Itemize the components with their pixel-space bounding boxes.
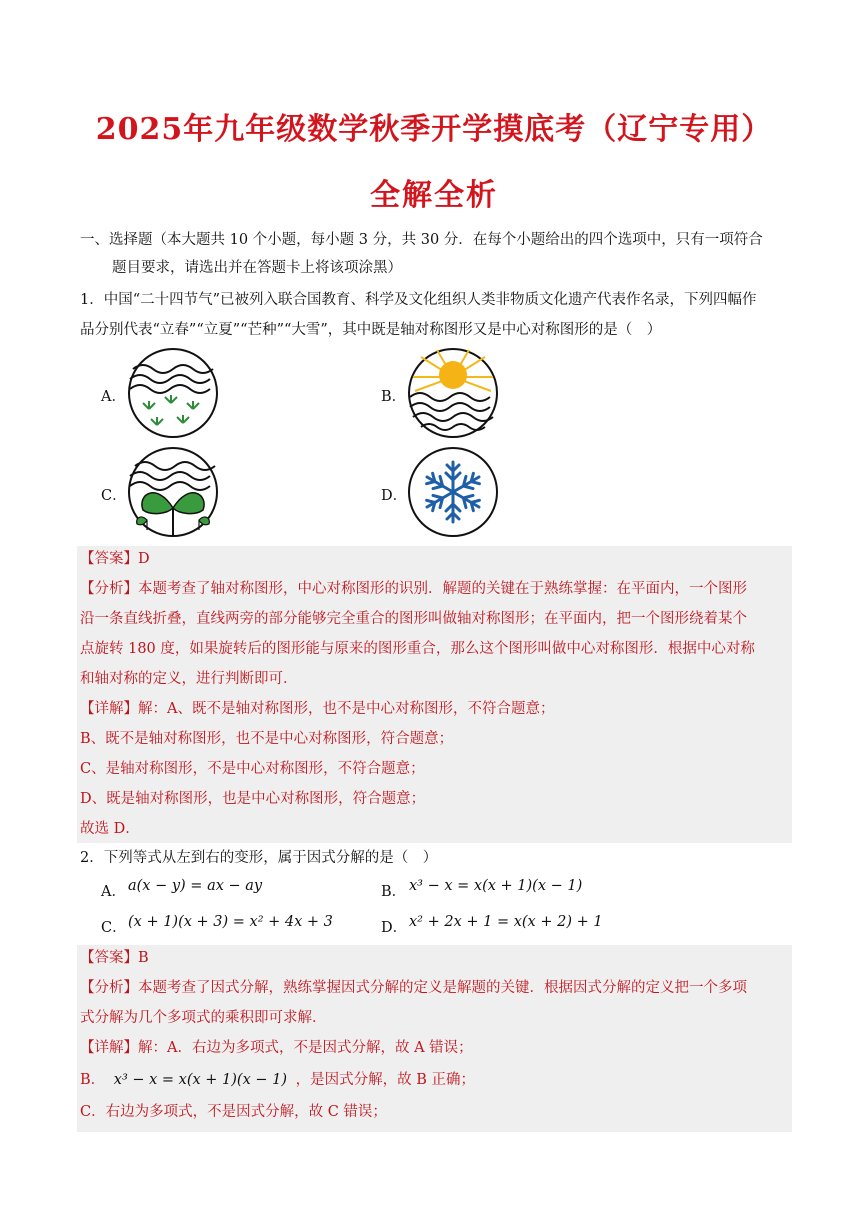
q2-analysis-line: 【分析】本题考查了因式分解，熟练掌握因式分解的定义是解题的关键．根据因式分解的定义把一个多项	[80, 980, 747, 996]
q1-detail-line: 【详解】解：A、既不是轴对称图形，也不是中心对称图形，不符合题意；	[80, 701, 555, 717]
q2-detail-b-prefix: B．	[80, 1072, 106, 1088]
q2-option-a: a(x − y) = ax − ay	[128, 878, 263, 894]
q1-option-a-label: A．	[101, 389, 126, 405]
q1-analysis-line: 【分析】本题考查了轴对称图形，中心对称图形的识别．解题的关键在于熟练掌握：在平面内，一个图形	[80, 581, 747, 597]
q1-answer: 【答案】D	[80, 551, 150, 567]
q1-detail-line: 故选 D．	[80, 821, 140, 837]
q1-option-b-label: B．	[381, 389, 407, 405]
q2-option-d-label: D．	[381, 920, 408, 936]
q2-detail-b-math: x³ − x = x(x + 1)(x − 1)	[113, 1072, 288, 1088]
section-heading-cont: 题目要求，请选出并在答题卡上将该项涂黑）	[112, 260, 402, 276]
q2-option-c-label: C．	[101, 920, 127, 936]
q2-detail-line: C．右边为多项式，不是因式分解，故 C 错误；	[80, 1104, 387, 1120]
q1-detail-line: B、既不是轴对称图形，也不是中心对称图形，符合题意；	[80, 731, 454, 747]
q2-option-b-label: B．	[381, 884, 407, 900]
q2-detail-b-suffix: ，是因式分解，故 B 正确；	[295, 1072, 475, 1088]
q2-detail-line-b	[80, 1070, 475, 1090]
q1-analysis-line: 沿一条直线折叠，直线两旁的部分能够完全重合的图形叫做轴对称图形；在平面内，把一个图形绕着某个	[80, 611, 747, 627]
q2-option-d: x² + 2x + 1 = x(x + 2) + 1	[409, 914, 603, 930]
q1-analysis-line: 点旋转 180 度，如果旋转后的图形能与原来的图形重合，那么这个图形叫做中心对称图形．根据中心对称	[80, 641, 755, 657]
q2-answer: 【答案】B	[80, 950, 149, 966]
q1-detail-line: C、是轴对称图形，不是中心对称图形，不符合题意；	[80, 761, 425, 777]
q2-analysis-line: 式分解为几个多项式的乘积即可求解．	[80, 1010, 327, 1026]
q1-stem: 1．中国“二十四节气”已被列入联合国教育、科学及文化组织人类非物质文化遗产代表作名录，下列四幅作	[80, 292, 757, 308]
page-subtitle: 全解全析	[370, 178, 498, 213]
q2-stem: 2．下列等式从左到右的变形，属于因式分解的是（ ）	[80, 850, 438, 866]
sprout-icon	[127, 446, 219, 538]
q2-option-b: x³ − x = x(x + 1)(x − 1)	[409, 878, 583, 894]
sun-waves-icon	[407, 347, 499, 439]
q1-detail-line: D、既是轴对称图形，也是中心对称图形，符合题意；	[80, 791, 426, 807]
q1-option-d-label: D．	[381, 488, 408, 504]
q2-option-a-label: A．	[101, 884, 126, 900]
q2-detail-line: 【详解】解：A．右边为多项式，不是因式分解，故 A 错误；	[80, 1040, 473, 1056]
q1-analysis-line: 和轴对称的定义，进行判断即可．	[80, 671, 298, 687]
snowflake-icon	[407, 446, 499, 538]
q2-option-c: (x + 1)(x + 3) = x² + 4x + 3	[128, 914, 333, 930]
page-title: 2025年九年级数学秋季开学摸底考（辽宁专用）	[95, 112, 773, 147]
section-heading: 一、选择题（本大题共 10 个小题，每小题 3 分，共 30 分．在每个小题给出的四个选项中，只有一项符合	[80, 232, 763, 248]
q1-option-c-label: C．	[101, 488, 127, 504]
waves-grass-icon	[127, 347, 219, 439]
q1-stem-cont: 品分别代表“立春”“立夏”“芒种”“大雪”，其中既是轴对称图形又是中心对称图形的是（ ）	[80, 322, 662, 338]
